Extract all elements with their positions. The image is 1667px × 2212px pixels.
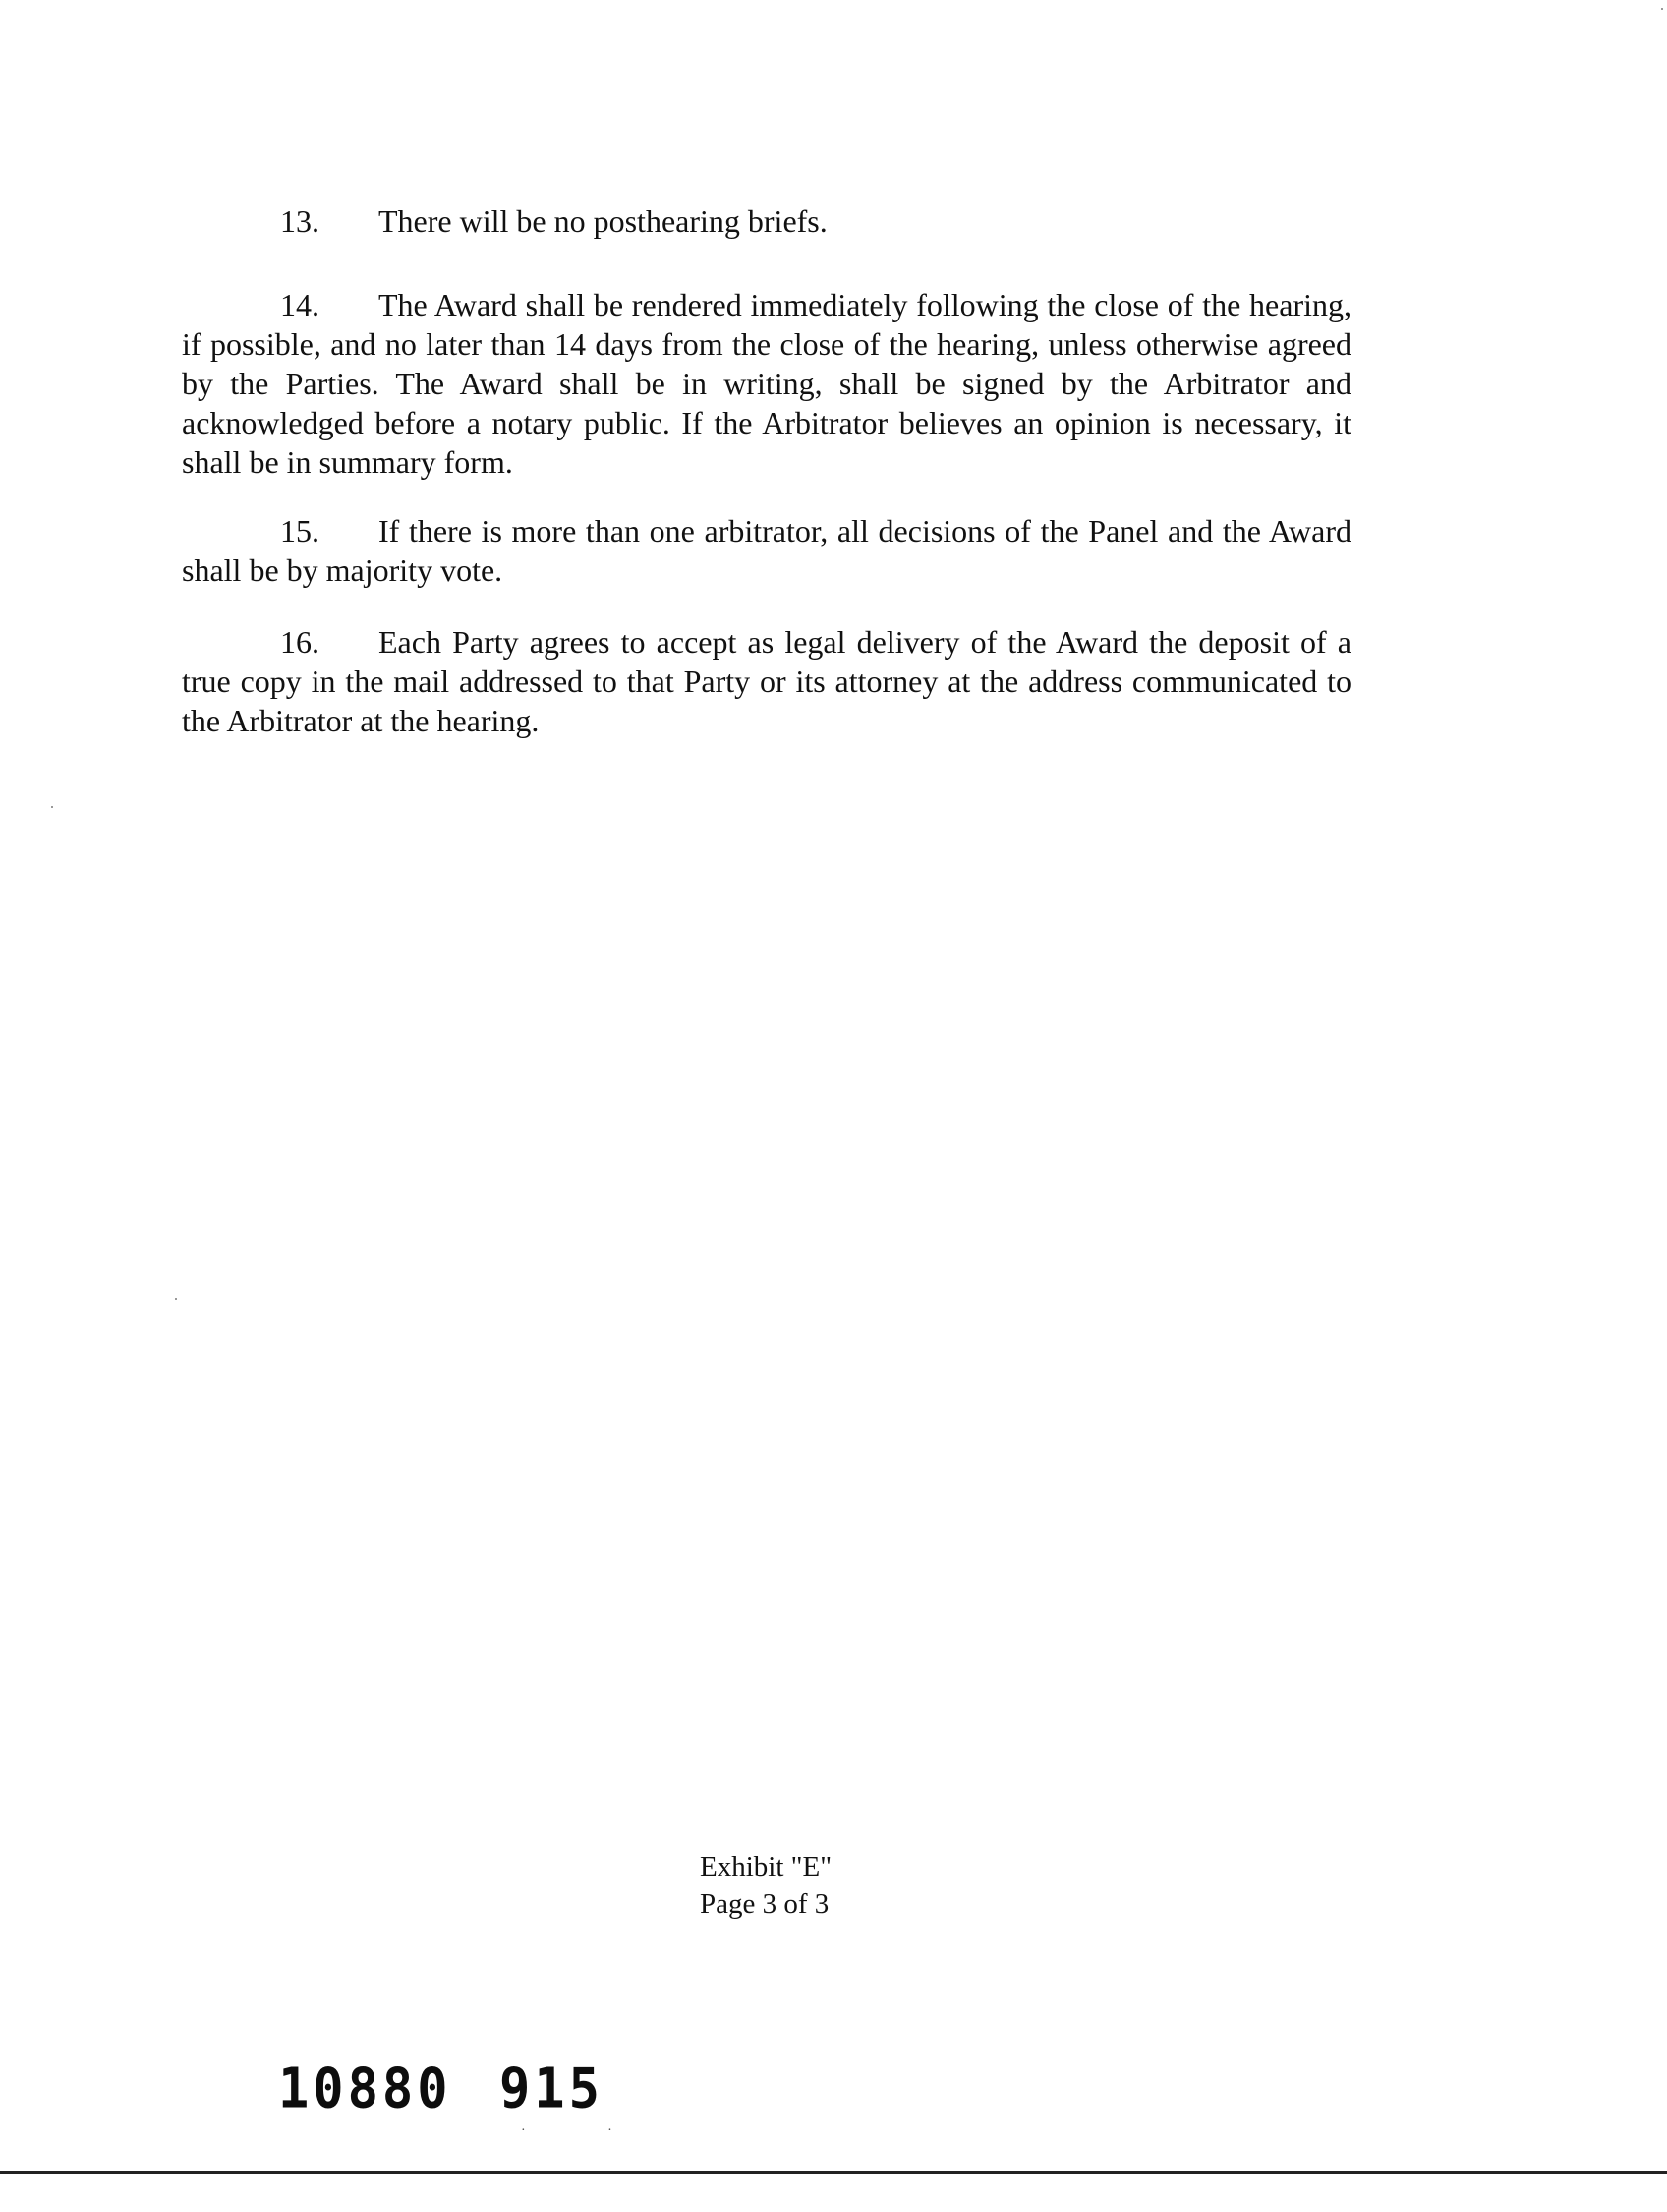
exhibit-footer xyxy=(700,1848,832,1923)
scan-speck xyxy=(175,1298,177,1300)
paragraph-14 xyxy=(182,285,1351,482)
paragraph-15 xyxy=(182,511,1351,590)
paragraph-number: 16. xyxy=(280,624,319,660)
paragraph-number: 13. xyxy=(280,204,319,239)
paragraph-number: 15. xyxy=(280,513,319,549)
paragraph-13 xyxy=(182,202,1351,241)
bottom-rule xyxy=(0,2171,1667,2174)
paragraph-number: 14. xyxy=(280,287,319,322)
scan-speck xyxy=(51,806,53,808)
paragraph-text: Each Party agrees to accept as legal delivery of the Award the deposit of a true copy in the mail addressed to that Party or its attorney at the address communicated to the Arbitrator at the hearing. xyxy=(182,624,1351,738)
paragraph-16 xyxy=(182,622,1351,740)
recording-page-stamp: 915 xyxy=(499,2057,604,2122)
exhibit-label: Exhibit "E" xyxy=(700,1851,833,1883)
recording-volume-stamp: 10880 xyxy=(278,2057,452,2122)
paragraph-text: If there is more than one arbitrator, all decisions of the Panel and the Award shall be by majority vote. xyxy=(182,513,1351,588)
paragraph-text: There will be no posthearing briefs. xyxy=(378,204,828,239)
scan-speck xyxy=(1661,8,1663,10)
scan-specks: · · xyxy=(521,2124,652,2138)
exhibit-page-number: Page 3 of 3 xyxy=(700,1889,830,1920)
paragraph-text: The Award shall be rendered immediately following the close of the hearing, if possible, and no later than 14 days from the close of the hearing, unless otherwise agreed by the Parties. The Award shall be in writing, shall be signed by the Arbitrator and acknowledged before a notary public. If the Arbitrator believes an opinion is necessary, it shall be in summary form. xyxy=(182,287,1351,480)
